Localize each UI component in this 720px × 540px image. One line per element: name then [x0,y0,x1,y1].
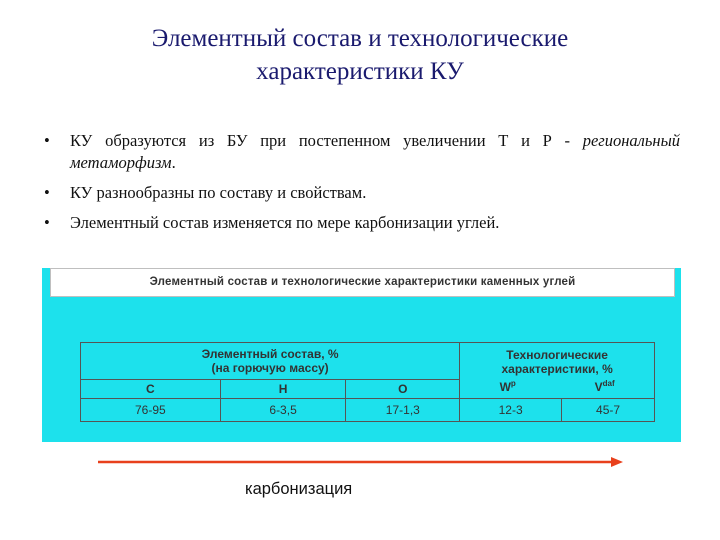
column-header-v: $V^{daf}$ [594,378,615,394]
column-header-c: C [81,380,221,399]
bullet-dot-icon: • [44,183,50,202]
bullet-dot-icon: • [44,213,50,232]
column-header-w: $W^p$ [499,378,516,394]
bullet-dot-icon: • [44,131,50,150]
slide-title-line-1: Элементный состав и технологические [151,25,569,52]
bullet-tail: . [171,153,176,172]
composition-header-line-1: Элементный состав, % [201,347,339,361]
bullet-text: Элементный состав изменяется по мере карбонизации углей. [70,213,500,232]
bullet-item [40,130,680,174]
column-header-h: H [220,380,346,399]
slide-title [60,22,660,88]
bullet-item [40,212,680,234]
composition-header-line-2: (на горючую массу) [211,361,329,375]
table-row [81,399,655,422]
cell-w: 12-3 [460,399,562,422]
bullet-item [40,182,680,204]
table-group-header-row [81,343,655,380]
cell-o: 17-1,3 [346,399,460,422]
cell-v: 45-7 [562,399,655,422]
bullet-italic-term: региональный метаморфизм [70,131,680,172]
bullet-text: КУ разнообразны по составу и свойствам. [70,183,367,202]
carbonization-arrow-icon [98,455,623,469]
tech-group-header [460,343,655,399]
tech-header-line-2: характеристики, % [501,361,613,376]
composition-group-header [81,343,460,380]
column-header-o: O [346,380,460,399]
tech-header-line-1: Технологические [506,347,608,362]
bullet-text: КУ образуются из БУ при постепенном увеличении Т и Р - [70,131,571,150]
cell-h: 6-3,5 [220,399,346,422]
table-title: Элементный состав и технологические характеристики каменных углей [50,268,675,297]
bullet-list [40,130,680,242]
cell-c: 76-95 [81,399,221,422]
table-panel [42,268,681,442]
composition-table [80,342,655,422]
slide-title-line-2: характеристики КУ [256,58,464,85]
carbonization-caption: карбонизация [245,480,353,498]
